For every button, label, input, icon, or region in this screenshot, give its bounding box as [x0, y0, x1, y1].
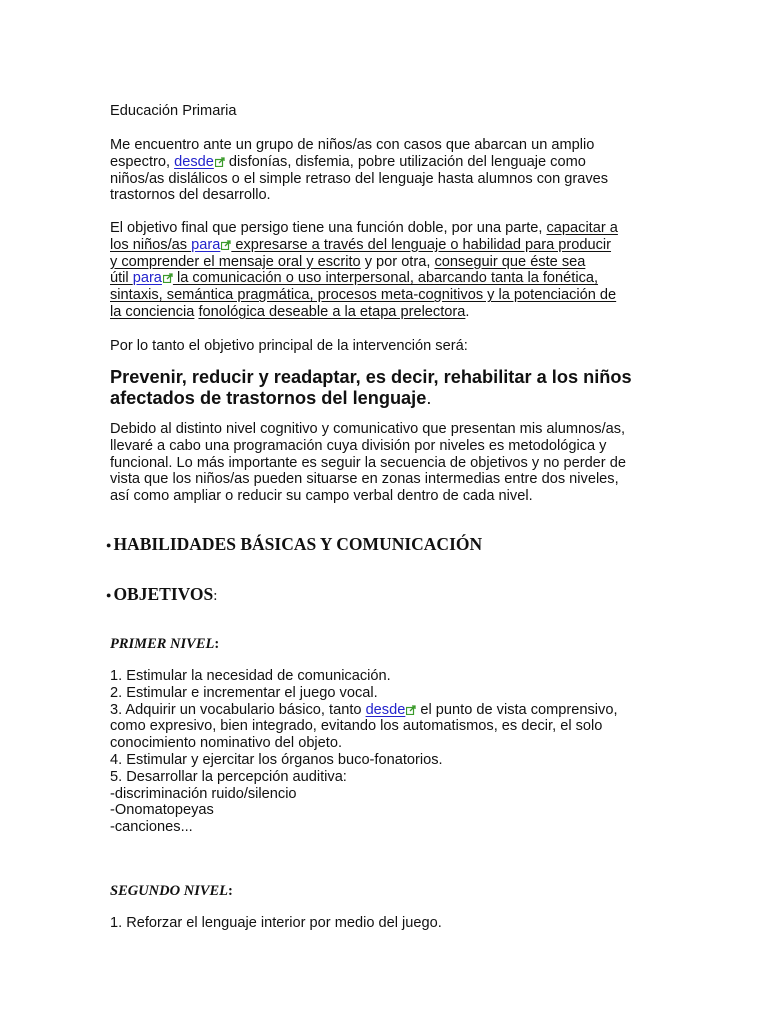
external-link-icon[interactable]: [221, 240, 231, 250]
highlight-line: Prevenir, reducir y readaptar, es decir, rehabilitar a los niños: [110, 367, 632, 387]
text-run: 3. Adquirir un vocabulario básico, tanto: [110, 701, 366, 718]
list-item: 1. Estimular la necesidad de comunicación.: [110, 668, 391, 684]
text-run: :: [228, 883, 233, 899]
text-run: El objetivo final que persigo tiene una función doble, por una parte,: [110, 220, 547, 236]
level-heading-segundo: [110, 883, 670, 900]
list-item: 5. Desarrollar la percepción auditiva:: [110, 768, 347, 785]
underlined-text: útil: [110, 270, 133, 287]
para-link[interactable]: para: [191, 236, 221, 253]
list-item: conocimiento nominativo del objeto.: [110, 735, 343, 752]
paragraph-line: [110, 237, 670, 254]
level-heading-line: [110, 636, 670, 653]
main-objective-highlight: [110, 367, 670, 409]
para-link[interactable]: para: [132, 270, 162, 287]
paragraph-line: sintaxis, semántica pragmática, procesos meta-cognitivos y la potenciación de: [110, 287, 617, 304]
text-run: .: [465, 303, 470, 320]
methodology-paragraph: [110, 421, 670, 505]
paragraph-line: vista que los niños/as pueden situarse en zonas intermedias entre dos niveles,: [110, 471, 619, 488]
text-run: .: [426, 388, 432, 408]
intro-paragraph: [110, 137, 670, 204]
list-item: -canciones...: [110, 819, 193, 836]
level-heading-line: [110, 883, 670, 900]
text-run: afectados de trastornos del lenguaje: [110, 388, 427, 408]
text-run: :: [214, 636, 220, 652]
intervention-intro: [110, 338, 670, 355]
underlined-text: y comprender el mensaje oral y escrito: [110, 253, 361, 270]
list-item: 1. Reforzar el lenguaje interior por medio del juego.: [110, 915, 442, 931]
paragraph-line: Debido al distinto nivel cognitivo y comunicativo que presentan mis alumnos/as,: [110, 421, 626, 437]
heading-line: [106, 536, 666, 555]
underlined-text: capacitar a: [546, 220, 618, 236]
underlined-text: expresarse a través del lenguaje o habilidad para producir: [231, 236, 612, 253]
external-link-icon[interactable]: [406, 705, 416, 715]
heading-line: [106, 586, 666, 605]
list-item: 2. Estimular e incrementar el juego vocal.: [110, 684, 378, 701]
section-heading-habilidades: [106, 536, 666, 555]
underlined-text: la comunicación o uso interpersonal, abarcando tanta la fonética,: [172, 270, 599, 287]
text-run: el punto de vista comprensivo,: [416, 701, 618, 718]
bullet-icon: ●: [106, 540, 112, 550]
paragraph-line: niños/as dislálicos o el simple retraso del lenguaje hasta alumnos con graves: [110, 170, 609, 187]
desde-link[interactable]: desde: [365, 701, 406, 718]
text-run: espectro,: [110, 153, 175, 170]
bullet-icon: ●: [106, 590, 112, 600]
document-title: Educación Primaria: [110, 103, 237, 119]
paragraph-line: trastornos del desarrollo.: [110, 187, 271, 204]
paragraph-line: Por lo tanto el objetivo principal de la intervención será:: [110, 338, 468, 354]
text-run: y por otra,: [360, 253, 435, 270]
list-item: -Onomatopeyas: [110, 802, 214, 819]
primer-nivel-list: [110, 668, 670, 836]
highlight-line: [110, 388, 670, 409]
paragraph-line: [110, 304, 670, 321]
underlined-text: los niños/as: [110, 236, 192, 253]
underlined-text: la conciencia: [110, 303, 195, 320]
underlined-text: conseguir que éste sea: [434, 253, 586, 270]
level-heading-primer: [110, 636, 670, 653]
paragraph-line: funcional. Lo más importante es seguir la secuencia de objetivos y no perder de: [110, 454, 626, 471]
paragraph-line: Me encuentro ante un grupo de niños/as con casos que abarcan un amplio: [110, 137, 595, 153]
level-heading: PRIMER NIVEL: [110, 636, 215, 652]
external-link-icon[interactable]: [215, 157, 225, 167]
list-item: -discriminación ruido/silencio: [110, 785, 297, 802]
underlined-text: fonológica deseable a la etapa prelectora: [198, 303, 466, 320]
external-link-icon[interactable]: [163, 273, 173, 283]
paragraph-line: [110, 220, 670, 237]
segundo-nivel-list: [110, 915, 670, 932]
text-run: disfonías, disfemia, pobre utilización del lenguaje como: [224, 153, 586, 170]
section-heading-objetivos: [106, 586, 666, 605]
level-heading: SEGUNDO NIVEL: [110, 883, 229, 899]
desde-link[interactable]: desde: [174, 153, 214, 170]
list-item: como expresivo, bien integrado, evitando los automatismos, es decir, el solo: [110, 718, 603, 735]
paragraph-line: así como ampliar o reducir su campo verbal dentro de cada nivel.: [110, 488, 533, 505]
text-run: :: [213, 588, 218, 604]
section-heading: OBJETIVOS: [113, 584, 214, 604]
paragraph-line: llevaré a cabo una programación cuya división por niveles es metodológica y: [110, 437, 607, 454]
objective-paragraph: [110, 220, 670, 321]
list-item: 4. Estimular y ejercitar los órganos buco-fonatorios.: [110, 751, 443, 768]
section-heading: HABILIDADES BÁSICAS Y COMUNICACIÓN: [113, 534, 483, 554]
paragraph-line: [110, 254, 670, 271]
document-title-block: [110, 103, 670, 120]
paragraph-line: [110, 154, 670, 171]
list-item: [110, 702, 670, 719]
paragraph-line: [110, 270, 670, 287]
